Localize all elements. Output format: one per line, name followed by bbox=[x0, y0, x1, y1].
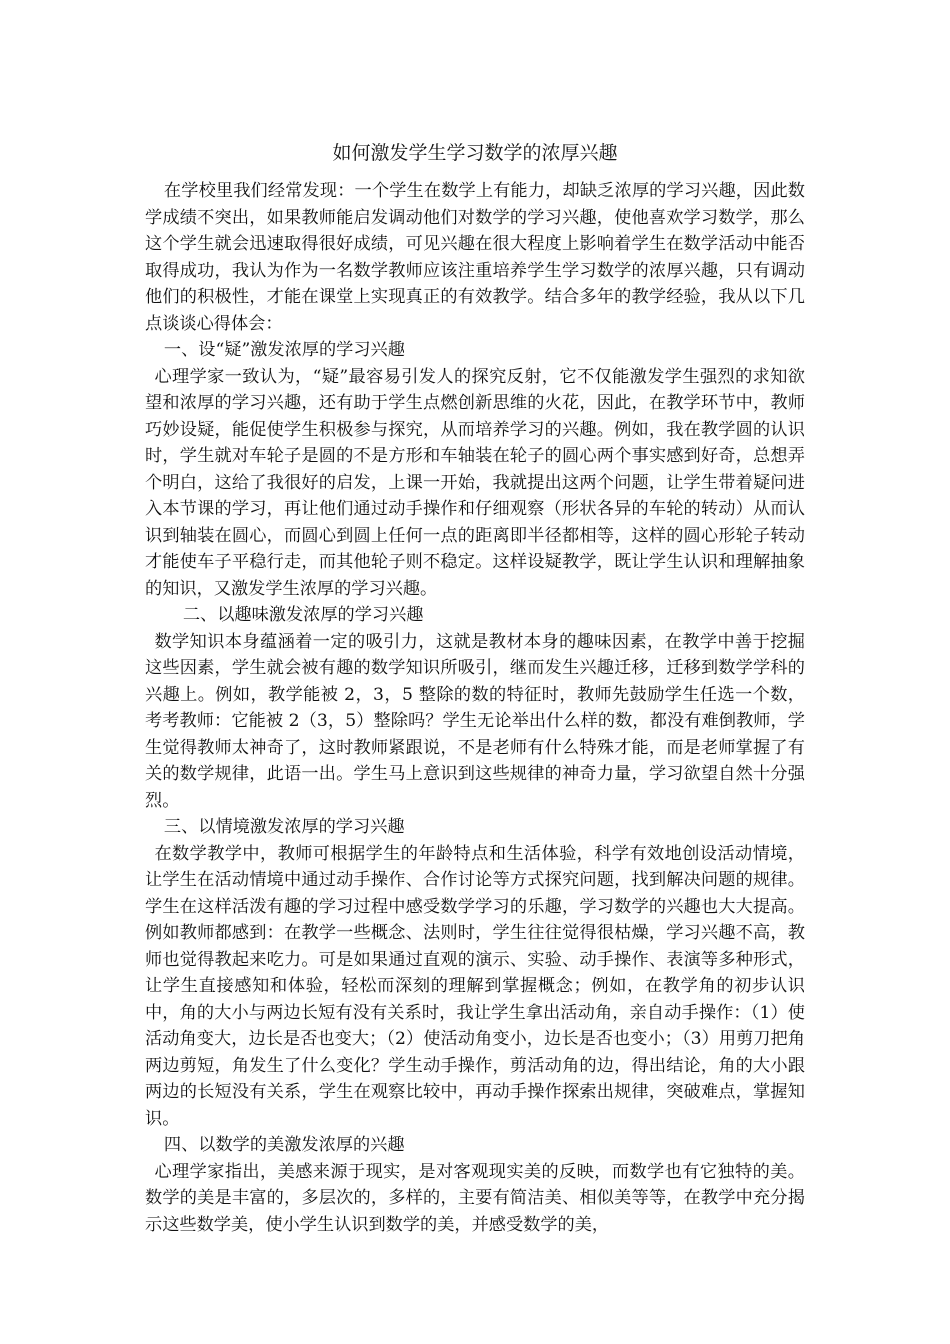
document-body bbox=[145, 178, 805, 1238]
section-heading-3: 三、以情境激发浓厚的学习兴趣 bbox=[163, 817, 405, 837]
document-title: 如何激发学生学习数学的浓厚兴趣 bbox=[332, 142, 618, 164]
section-paragraph-4: 心理学家指出，美感来源于现实，是对客观现实美的反映，而数学也有它独特的美。数学的美是丰富的，多层次的，多样的，主要有简洁美、相似美等等，在教学中充分揭示这些数学美，使小学生认识到数学的美，并感受数学的美， bbox=[145, 1161, 805, 1235]
section-heading-2: 二、以趣味激发浓厚的学习兴趣 bbox=[182, 605, 424, 625]
section-heading-4: 四、以数学的美激发浓厚的兴趣 bbox=[163, 1135, 405, 1155]
section-paragraph-3: 在数学教学中，教师可根据学生的年龄特点和生活体验，科学有效地创设活动情境，让学生在活动情境中通过动手操作、合作讨论等方式探究问题，找到解决问题的规律。学生在这样活泼有趣的学习过程中感受数学学习的乐趣，学习数学的兴趣也大大提高。例如教师都感到：在教学一些概念、法则时，学生往往觉得很枯燥，学习兴趣不高，教师也觉得教起来吃力。可是如果通过直观的演示、实验、动手操作、表演等多种形式，让学生直接感知和体验，轻松而深刻的理解到掌握概念；例如，在教学角的初步认识中，角的大小与两边长短有没有关系时，我让学生拿出活动角，亲自动手操作：（1）使活动角变大，边长是否也变大；（2）使活动角变小，边长是否也变小；（3）用剪刀把角两边剪短，角发生了什么变化？学生动手操作，剪活动角的边，得出结论，角的大小跟两边的长短没有关系，学生在观察比较中，再动手操作探索出规律，突破难点，掌握知识。 bbox=[145, 843, 805, 1129]
section-paragraph-2: 数学知识本身蕴涵着一定的吸引力，这就是教材本身的趣味因素，在教学中善于挖掘这些因素，学生就会被有趣的数学知识所吸引，继而发生兴趣迁移，迁移到数学学科的兴趣上。例如，教学能被 2，3，5 整除的数的特征时，教师先鼓励学生任选一个数，考考教师：它能被 2（3，5）整除吗？学生无论举出什么样的数，都没有难倒教师，学生觉得教师太神奇了，这时教师紧跟说，不是老师有什么特殊才能，而是老师掌握了有关的数学规律，此语一出。学生马上意识到这些规律的神奇力量，学习欲望自然十分强烈。 bbox=[145, 631, 805, 811]
intro-paragraph: 在学校里我们经常发现：一个学生在数学上有能力，却缺乏浓厚的学习兴趣，因此数学成绩不突出，如果教师能启发调动他们对数学的学习兴趣，使他喜欢学习数学，那么这个学生就会迅速取得很好成绩，可见兴趣在很大程度上影响着学生在数学活动中能否取得成功，我认为作为一名数学教师应该注重培养学生学习数学的浓厚兴趣，只有调动他们的积极性，才能在课堂上实现真正的有效教学。结合多年的教学经验，我从以下几点谈谈心得体会： bbox=[145, 181, 805, 334]
section-paragraph-1: 心理学家一致认为，“疑”最容易引发人的探究反射，它不仅能激发学生强烈的求知欲望和浓厚的学习兴趣，还有助于学生点燃创新思维的火花，因此，在教学环节中，教师巧妙设疑，能促使学生积极参与探究，从而培养学习的兴趣。例如，我在教学圆的认识时，学生就对车轮子是圆的不是方形和车轴装在轮子的圆心两个事实感到好奇，总想弄个明白，这给了我很好的启发，上课一开始，我就提出这两个问题，让学生带着疑问进入本节课的学习，再让他们通过动手操作和仔细观察（形状各异的车轮的转动）从而认识到轴装在圆心，而圆心到圆上任何一点的距离即半径都相等，这样的圆心形轮子转动才能使车子平稳行走，而其他轮子则不稳定。这样设疑教学，既让学生认识和理解抽象的知识，又激发学生浓厚的学习兴趣。 bbox=[145, 366, 805, 599]
section-heading-1: 一、设“疑”激发浓厚的学习兴趣 bbox=[163, 340, 405, 360]
